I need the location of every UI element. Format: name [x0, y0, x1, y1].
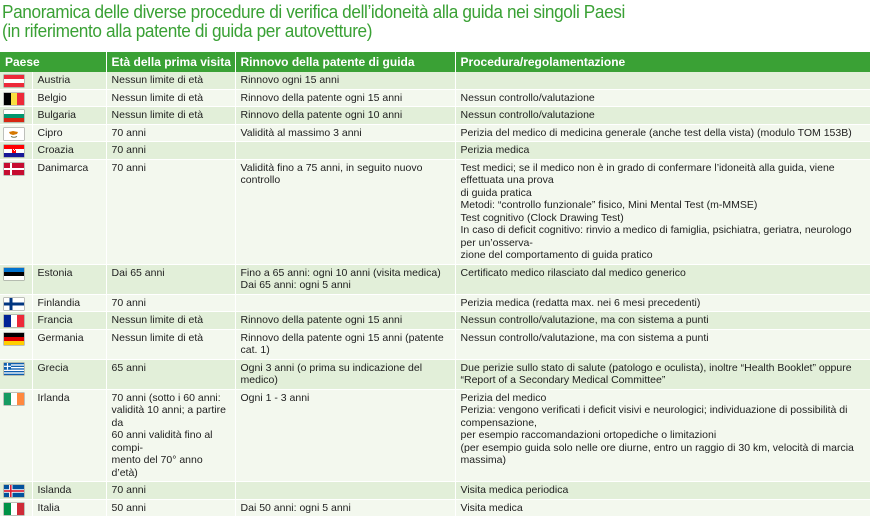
procedure-info: Due perizie sullo stato di salute (patologo e oculista), inoltre “Health Booklet” oppure “Report of a Secondary Medical Committee”	[455, 359, 870, 389]
table-row	[0, 499, 870, 517]
procedure-info: Nessun controllo/valutazione, ma con sistema a punti	[455, 312, 870, 330]
flag-cell	[0, 499, 32, 517]
procedure-info: Visita medica periodica	[455, 482, 870, 500]
procedure-info: Nessun controllo/valutazione	[455, 89, 870, 107]
renewal-info	[235, 142, 455, 160]
renewal-info: Validità al massimo 3 anni	[235, 124, 455, 142]
country-name: Estonia	[32, 264, 106, 294]
croatia-flag-icon	[4, 145, 24, 157]
renewal-info: Ogni 1 - 3 anni	[235, 389, 455, 482]
flag-cell	[0, 312, 32, 330]
procedure-info: Perizia medica	[455, 142, 870, 160]
bulgaria-flag-icon	[4, 110, 24, 122]
country-name: Bulgaria	[32, 107, 106, 125]
first-visit-age: 65 anni	[106, 359, 235, 389]
flag-cell	[0, 482, 32, 500]
flag-cell	[0, 124, 32, 142]
flag-cell	[0, 89, 32, 107]
procedure-info: Perizia medica (redatta max. nei 6 mesi precedenti)	[455, 294, 870, 312]
austria-flag-icon	[4, 75, 24, 87]
country-name: Francia	[32, 312, 106, 330]
table-row	[0, 482, 870, 500]
table-row	[0, 264, 870, 294]
first-visit-age: 70 anni	[106, 159, 235, 264]
first-visit-age: 70 anni (sotto i 60 anni: validità 10 anni; a partire da 60 anni validità fino al compi- mento del 70° anno d’età)	[106, 389, 235, 482]
table-row	[0, 124, 870, 142]
flag-cell	[0, 389, 32, 482]
table-row	[0, 312, 870, 330]
cyprus-flag-icon	[4, 128, 24, 140]
table-row	[0, 142, 870, 160]
procedure-info: Perizia del medico Perizia: vengono verificati i deficit visivi e neurologici; individuazione di possibilità di compensazione, per esempio raccomandazioni ortopediche o limitazioni (per esempio guida solo nelle ore diurne, entro un raggio di 30 km, velocità di marcia massima)	[455, 389, 870, 482]
flag-cell	[0, 107, 32, 125]
countries-table	[0, 52, 870, 517]
italy-flag-icon	[4, 503, 24, 515]
table-row	[0, 389, 870, 482]
first-visit-age: 70 anni	[106, 124, 235, 142]
first-visit-age: Nessun limite di età	[106, 89, 235, 107]
greece-flag-icon	[4, 363, 24, 375]
flag-cell	[0, 142, 32, 160]
title-line-1: Panoramica delle diverse procedure di verifica dell’idoneità alla guida nei singoli Paesi	[2, 1, 625, 22]
country-name: Cipro	[32, 124, 106, 142]
first-visit-age: 70 anni	[106, 294, 235, 312]
renewal-info: Rinnovo della patente ogni 15 anni (patente cat. 1)	[235, 329, 455, 359]
renewal-info	[235, 482, 455, 500]
country-name: Irlanda	[32, 389, 106, 482]
country-name: Grecia	[32, 359, 106, 389]
table-row	[0, 359, 870, 389]
renewal-info: Ogni 3 anni (o prima su indicazione del medico)	[235, 359, 455, 389]
procedure-info: Perizia del medico di medicina generale (anche test della vista) (modulo TOM 153B)	[455, 124, 870, 142]
flag-cell	[0, 294, 32, 312]
country-name: Belgio	[32, 89, 106, 107]
country-name: Finlandia	[32, 294, 106, 312]
table-row	[0, 159, 870, 264]
country-name: Danimarca	[32, 159, 106, 264]
renewal-info: Rinnovo ogni 15 anni	[235, 72, 455, 89]
table-row	[0, 329, 870, 359]
header-country: Paese	[0, 52, 106, 72]
procedure-info: Visita medica	[455, 499, 870, 517]
first-visit-age: Nessun limite di età	[106, 312, 235, 330]
flag-cell	[0, 329, 32, 359]
renewal-info: Rinnovo della patente ogni 10 anni	[235, 107, 455, 125]
country-name: Austria	[32, 72, 106, 89]
renewal-info: Rinnovo della patente ogni 15 anni	[235, 312, 455, 330]
header-procedure: Procedura/regolamentazione	[455, 52, 870, 72]
renewal-info: Dai 50 anni: ogni 5 anni	[235, 499, 455, 517]
germany-flag-icon	[4, 333, 24, 345]
procedure-info: Test medici; se il medico non è in grado di confermare l’idoneità alla guida, viene effettuata una prova di guida pratica Metodi: “controllo funzionale” fisico, Mini Mental Test (m-MMSE) Test cognitivo (Clock Drawing Test) In caso di deficit cognitivo: rinvio a medico di famiglia, psichiatra, geriatra, neurologo per un’osserva- zione del comportamento di guida pratico	[455, 159, 870, 264]
table-row	[0, 89, 870, 107]
country-name: Italia	[32, 499, 106, 517]
procedure-info: Certificato medico rilasciato dal medico generico	[455, 264, 870, 294]
first-visit-age: 50 anni	[106, 499, 235, 517]
country-name: Croazia	[32, 142, 106, 160]
header-renewal: Rinnovo della patente di guida	[235, 52, 455, 72]
procedure-info	[455, 72, 870, 89]
france-flag-icon	[4, 315, 24, 327]
flag-cell	[0, 359, 32, 389]
country-name: Islanda	[32, 482, 106, 500]
first-visit-age: Nessun limite di età	[106, 107, 235, 125]
renewal-info: Fino a 65 anni: ogni 10 anni (visita medica) Dai 65 anni: ogni 5 anni	[235, 264, 455, 294]
ireland-flag-icon	[4, 393, 24, 405]
first-visit-age: Nessun limite di età	[106, 72, 235, 89]
estonia-flag-icon	[4, 268, 24, 280]
first-visit-age: Nessun limite di età	[106, 329, 235, 359]
header-first-visit-age: Età della prima visita	[106, 52, 235, 72]
renewal-info: Rinnovo della patente ogni 15 anni	[235, 89, 455, 107]
procedure-info: Nessun controllo/valutazione, ma con sistema a punti	[455, 329, 870, 359]
country-name: Germania	[32, 329, 106, 359]
table-row	[0, 294, 870, 312]
iceland-flag-icon	[4, 485, 24, 497]
belgium-flag-icon	[4, 93, 24, 105]
finland-flag-icon	[4, 298, 24, 310]
flag-cell	[0, 264, 32, 294]
procedure-info: Nessun controllo/valutazione	[455, 107, 870, 125]
flag-cell	[0, 72, 32, 89]
flag-cell	[0, 159, 32, 264]
first-visit-age: 70 anni	[106, 482, 235, 500]
page-title	[2, 2, 807, 40]
table-row	[0, 107, 870, 125]
renewal-info	[235, 294, 455, 312]
first-visit-age: Dai 65 anni	[106, 264, 235, 294]
table-row	[0, 72, 870, 89]
renewal-info: Validità fino a 75 anni, in seguito nuovo controllo	[235, 159, 455, 264]
first-visit-age: 70 anni	[106, 142, 235, 160]
denmark-flag-icon	[4, 163, 24, 175]
title-line-2: (in riferimento alla patente di guida per autovetture)	[2, 20, 373, 41]
table-header	[0, 52, 870, 72]
